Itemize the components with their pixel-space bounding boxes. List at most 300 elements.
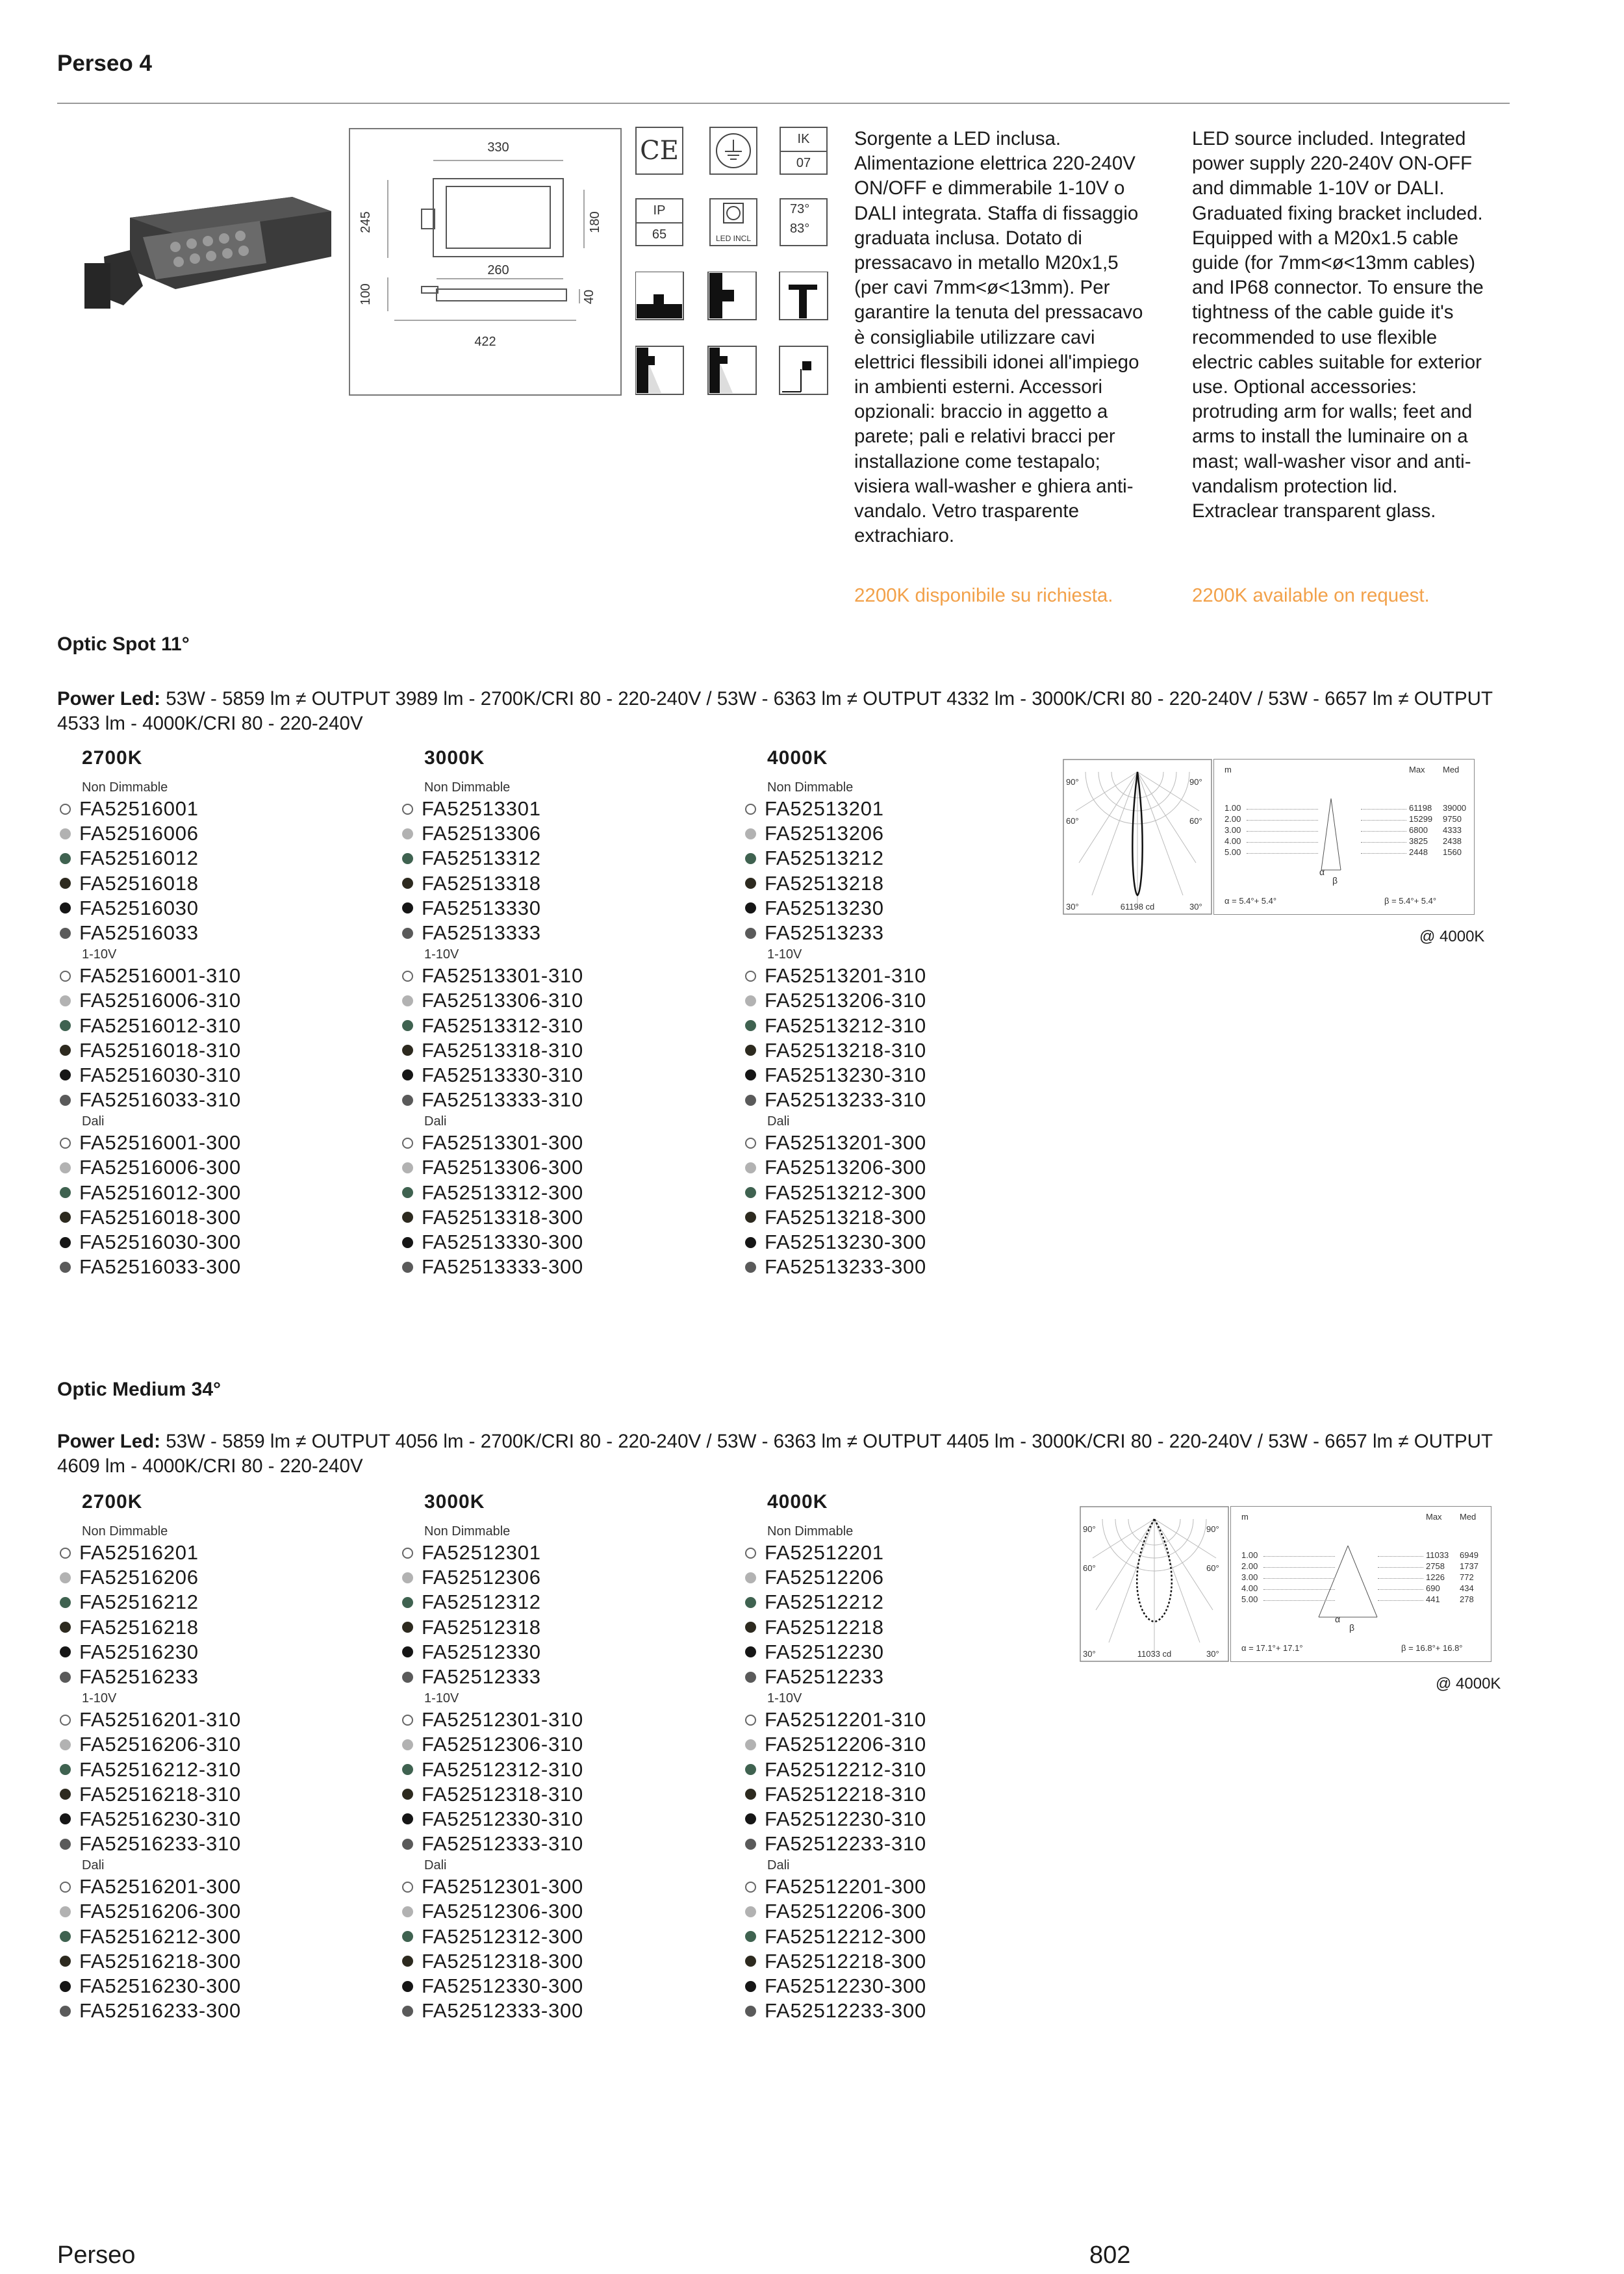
dim-422: 422 [474,335,496,349]
finish-color-swatch [402,1715,413,1726]
product-code-row [57,1540,369,1565]
polar-diagram-medium [1080,1506,1229,1662]
finish-color-swatch [745,1237,756,1248]
finish-color-swatch [402,1646,413,1657]
product-code: FA52512301 [422,1541,541,1564]
product-code-row [57,1757,369,1782]
spot-mount-icon [780,346,828,394]
product-code: FA52513201-300 [765,1131,927,1155]
product-code-row [742,1181,1054,1205]
product-code-row [742,1640,1054,1665]
finish-color-swatch [402,902,413,913]
dotted-leader [1247,853,1318,854]
finish-color-swatch [60,1572,71,1583]
ik-rating-icon [780,127,828,175]
product-code-row [742,1832,1054,1856]
product-code: FA52516018-300 [79,1205,242,1229]
finish-color-swatch [402,1622,413,1633]
product-code-row [400,1038,711,1063]
finish-color-swatch [60,1262,71,1273]
product-code-row [57,1899,369,1924]
product-code: FA52512333-310 [422,1832,584,1856]
product-code: FA52516033-310 [79,1088,242,1112]
col-m: m [1224,765,1232,774]
illuminance-row [1241,1583,1482,1594]
finish-color-swatch [60,1095,71,1106]
dotted-leader [1247,842,1318,843]
finish-color-swatch [745,1981,756,1992]
color-temperature-heading: 4000K [767,747,828,769]
product-code-row [57,1874,369,1899]
finish-color-swatch [402,1162,413,1173]
product-code-row [742,1155,1054,1180]
product-code-row [57,1615,369,1640]
color-temperature-heading: 3000K [424,1491,485,1513]
product-code: FA52516030 [79,896,199,919]
illuminance-med: 278 [1460,1594,1474,1604]
ik-label: IK [781,128,826,152]
product-code-row [742,846,1054,871]
distance-m: 5.00 [1224,847,1241,857]
product-code: FA52513312 [422,847,541,870]
note-italian: 2200K disponibile su richiesta. [854,585,1113,606]
finish-color-swatch [60,1138,71,1149]
product-code-row [400,1540,711,1565]
finish-color-swatch [60,1045,71,1056]
finish-color-swatch [60,1162,71,1173]
product-image [45,166,344,322]
product-code-row [57,1255,369,1279]
finish-color-swatch [60,1548,71,1559]
product-code: FA52512218-300 [765,1949,927,1973]
polar-60-right: 60° [1206,1563,1219,1573]
finish-color-swatch [745,878,756,889]
finish-color-swatch [745,1622,756,1633]
product-code-row [57,1014,369,1038]
product-code-row [742,871,1054,896]
finish-color-swatch [60,1646,71,1657]
product-code: FA52512206-310 [765,1733,927,1756]
product-code-row [400,1899,711,1924]
finish-color-swatch [402,1813,413,1824]
product-code: FA52512212-310 [765,1757,927,1781]
polar-30-left: 30° [1083,1649,1096,1659]
product-code: FA52513301 [422,797,541,820]
finish-color-swatch [745,2006,756,2017]
power-led-spot [57,687,1519,736]
product-code-row [742,1205,1054,1230]
dimming-type-label: 1-10V [82,1691,117,1706]
distance-m: 3.00 [1241,1572,1258,1582]
product-code-row [57,964,369,988]
note-english: 2200K available on request. [1192,585,1430,606]
product-code-row [57,1063,369,1088]
product-code: FA52512233-300 [765,1999,927,2023]
illuminance-med: 434 [1460,1583,1474,1593]
product-code-row [742,1974,1054,1999]
illuminance-med: 6949 [1460,1550,1478,1560]
product-code: FA52512306-300 [422,1900,584,1923]
product-code: FA52512330-310 [422,1807,584,1830]
product-code-row [57,1181,369,1205]
finish-color-swatch [60,878,71,889]
finish-color-swatch [745,1739,756,1750]
finish-color-swatch [60,928,71,939]
finish-color-swatch [60,1069,71,1080]
color-temperature-heading: 3000K [424,747,485,769]
code-column [57,1491,369,2023]
product-code-row [57,846,369,871]
finish-color-swatch [402,1212,413,1223]
dimming-type-label: Non Dimmable [82,1524,168,1539]
finish-color-swatch [402,1906,413,1917]
product-code-row [400,1205,711,1230]
finish-color-swatch [60,1981,71,1992]
dotted-leader [1378,1589,1423,1590]
product-code: FA52516233 [79,1665,199,1688]
product-code: FA52512218 [765,1615,884,1639]
finish-color-swatch [60,1813,71,1824]
product-code: FA52516006-300 [79,1156,242,1179]
finish-color-swatch [60,853,71,864]
product-code-row [400,1874,711,1899]
finish-color-swatch [745,928,756,939]
finish-color-swatch [402,1095,413,1106]
dotted-leader [1247,809,1318,810]
section-title-medium: Optic Medium 34° [57,1379,222,1400]
product-code: FA52516212 [79,1591,199,1614]
angle-73: 73° [790,202,810,216]
color-temperature-heading: 2700K [82,747,143,769]
product-code: FA52516218 [79,1615,199,1639]
product-code: FA52516201-310 [79,1708,242,1731]
power-led-label: Power Led: [57,1431,160,1452]
product-code-row [742,1874,1054,1899]
illuminance-table-medium [1230,1506,1491,1662]
product-code-row [400,1757,711,1782]
product-code-row [57,1038,369,1063]
illuminance-max: 1226 [1426,1572,1445,1582]
product-code-row [400,1088,711,1112]
dim-40: 40 [582,289,596,305]
product-code: FA52516006 [79,822,199,845]
product-code: FA52516233-300 [79,1999,242,2023]
product-code: FA52512333-300 [422,1999,584,2023]
product-code-row [742,988,1054,1013]
finish-color-swatch [402,971,413,982]
description-italian: Sorgente a LED inclusa. Alimentazione elettrica 220-240V ON/OFF e dimmerabile 1-10V o DALI integrata. Staffa di fissaggio graduata inclusa. Dotato di pressacavo in metallo M20x1,5 (per cavi 7mm<ø<13mm). Per garantire la tenuta del pressacavo è consigliabile utilizzare cavi elettrici flessibili idonei all'impiego in ambienti esterni. Accessori opzionali: braccio in aggetto a parete; pali e relativi bracci per installazione come testapalo; visiera wall-washer e ghiera anti-vandalo. Vetro trasparente extrachiaro. [854,128,1143,547]
ground-tilt-icon [635,346,683,394]
product-code: FA52512330-300 [422,1974,584,1997]
dotted-leader [1263,1556,1335,1557]
col-max: Max [1409,765,1425,774]
product-code-row [400,1949,711,1974]
product-code: FA52513306-310 [422,989,584,1012]
product-code: FA52512318-310 [422,1782,584,1806]
product-code: FA52512206-300 [765,1900,927,1923]
product-code-row [57,1088,369,1112]
finish-color-swatch [60,1956,71,1967]
product-code-row [57,1565,369,1590]
product-code: FA52512218-310 [765,1782,927,1806]
product-code: FA52513212-310 [765,1014,927,1037]
illuminance-med: 4333 [1443,825,1462,835]
finish-color-swatch [745,1162,756,1173]
finish-color-swatch [745,1045,756,1056]
finish-color-swatch [745,1020,756,1031]
product-code: FA52512230-300 [765,1974,927,1997]
dimming-type-label: 1-10V [424,1691,459,1706]
wall-tilt-icon [708,346,756,394]
dim-100: 100 [359,283,373,305]
dotted-leader [1361,831,1406,832]
ip-label: IP [637,199,682,224]
product-code-row [400,797,711,821]
product-code-row [57,1782,369,1807]
finish-color-swatch [745,1882,756,1893]
finish-color-swatch [60,902,71,913]
product-code: FA52516006-310 [79,989,242,1012]
product-code-row [400,1565,711,1590]
finish-color-swatch [745,902,756,913]
finish-color-swatch [60,995,71,1006]
product-code: FA52513312-310 [422,1014,584,1037]
polar-90-right: 90° [1206,1524,1219,1534]
dotted-leader [1378,1600,1423,1601]
product-code-row [400,1732,711,1757]
product-code-row [57,1949,369,1974]
product-code-row [57,1205,369,1230]
product-code: FA52516218-300 [79,1949,242,1973]
illuminance-row [1224,813,1465,824]
product-code: FA52516212-300 [79,1924,242,1948]
dotted-leader [1247,820,1318,821]
illuminance-row [1241,1594,1482,1605]
power-led-medium [57,1429,1519,1479]
power-led-text: 53W - 5859 lm ≠ OUTPUT 3989 lm - 2700K/CRI 80 - 220-240V / 53W - 6363 lm ≠ OUTPUT 4332 lm - 3000K/CRI 80 - 220-240V / 53W - 6657 lm ≠ OUTPUT 4533 lm - 4000K/CRI 80 - 220-240V [57,688,1493,734]
dotted-leader [1378,1578,1423,1579]
finish-color-swatch [60,804,71,815]
dimming-type-label: Non Dimmable [767,780,854,795]
product-code: FA52513201 [765,797,884,820]
finish-color-swatch [402,2006,413,2017]
illuminance-row [1224,847,1465,858]
product-code: FA52512201-300 [765,1875,927,1898]
dotted-leader [1263,1589,1335,1590]
product-code: FA52516012 [79,847,199,870]
finish-color-swatch [745,1813,756,1824]
product-code: FA52512301-300 [422,1875,584,1898]
product-code-row [742,1949,1054,1974]
illuminance-max: 441 [1426,1594,1440,1604]
finish-color-swatch [402,804,413,815]
product-code-row [57,1999,369,2023]
product-code-row [742,1665,1054,1689]
product-code: FA52513233 [765,921,884,944]
dim-180: 180 [588,211,602,233]
led-included-icon [709,198,757,246]
product-code: FA52513333-300 [422,1255,584,1279]
dimming-type-label: 1-10V [767,947,802,962]
finish-color-swatch [402,1262,413,1273]
finish-color-swatch [745,1548,756,1559]
finish-color-swatch [402,995,413,1006]
product-code: FA52513218 [765,871,884,895]
product-code: FA52516212-310 [79,1757,242,1781]
product-code: FA52516018-310 [79,1038,242,1062]
header-divider [57,103,1510,104]
product-code: FA52512230 [765,1640,884,1663]
product-code-row [400,1782,711,1807]
polar-30-left: 30° [1066,902,1079,912]
dotted-leader [1361,809,1406,810]
product-code: FA52516033-300 [79,1255,242,1279]
candela-value: 61198 cd [1120,902,1155,912]
product-code: FA52513206-300 [765,1156,927,1179]
finish-color-swatch [402,1045,413,1056]
finish-color-swatch [402,878,413,889]
beta-symbol: β [1332,875,1338,886]
at-temperature: @ 4000K [1419,928,1485,945]
product-code-row [742,1230,1054,1255]
beta-angle: β = 5.4°+ 5.4° [1384,896,1437,906]
product-code: FA52512312-300 [422,1924,584,1948]
product-code: FA52513230-310 [765,1063,927,1086]
product-code: FA52516018 [79,871,199,895]
product-code-row [742,1255,1054,1279]
product-code: FA52513206 [765,822,884,845]
led-included-label: LED INCL [715,234,752,243]
product-code-row [742,1924,1054,1949]
illuminance-med: 39000 [1443,803,1467,813]
beta-angle: β = 16.8°+ 16.8° [1401,1643,1463,1653]
product-code: FA52516230 [79,1640,199,1663]
product-code: FA52513301-300 [422,1131,584,1155]
finish-color-swatch [402,1187,413,1198]
dimming-type-label: 1-10V [767,1691,802,1706]
product-code-row [57,1807,369,1832]
product-code-row [400,1131,711,1155]
finish-color-swatch [402,1237,413,1248]
col-m: m [1241,1512,1249,1522]
dimming-type-label: Dali [82,1114,105,1129]
illuminance-row [1241,1550,1482,1561]
product-code: FA52512233-310 [765,1832,927,1856]
dotted-leader [1378,1567,1423,1568]
dotted-leader [1263,1600,1335,1601]
product-code-row [57,921,369,945]
polar-90-right: 90° [1189,777,1202,787]
section-title-spot: Optic Spot 11° [57,633,190,655]
product-code-row [57,1640,369,1665]
product-code: FA52513333 [422,921,541,944]
finish-color-swatch [745,1572,756,1583]
finish-color-swatch [60,1764,71,1775]
finish-color-swatch [60,1020,71,1031]
product-code: FA52512306-310 [422,1733,584,1756]
product-code-row [400,1640,711,1665]
illuminance-med: 9750 [1443,814,1462,824]
product-code-row [57,1131,369,1155]
product-code: FA52513330-310 [422,1063,584,1086]
product-code: FA52516033 [79,921,199,944]
product-code-row [742,1732,1054,1757]
finish-color-swatch [402,1597,413,1608]
product-code-row [742,921,1054,945]
ip-value: 65 [652,227,667,242]
ce-mark-icon: CE [635,127,683,175]
dimming-type-label: Dali [424,1858,447,1873]
product-code: FA52513301-310 [422,964,584,988]
alpha-symbol: α [1319,867,1325,877]
product-code-row [57,1155,369,1180]
dimming-type-label: 1-10V [82,947,117,962]
product-code: FA52513318-300 [422,1205,584,1229]
product-code: FA52516218-310 [79,1782,242,1806]
product-code-row [57,988,369,1013]
product-code-row [742,1565,1054,1590]
product-code-row [400,1590,711,1615]
finish-color-swatch [60,1882,71,1893]
product-code: FA52513206-310 [765,989,927,1012]
color-temperature-heading: 4000K [767,1491,828,1513]
product-code: FA52516206-310 [79,1733,242,1756]
product-code-row [742,1063,1054,1088]
illuminance-row [1224,824,1465,836]
product-code: FA52513306-300 [422,1156,584,1179]
product-code-row [400,1924,711,1949]
finish-color-swatch [745,1597,756,1608]
finish-color-swatch [402,853,413,864]
alpha-symbol: α [1335,1614,1341,1624]
illuminance-max: 2758 [1426,1561,1445,1571]
finish-color-swatch [60,1739,71,1750]
product-code-row [400,821,711,846]
finish-color-swatch [60,1237,71,1248]
dim-260: 260 [487,263,509,277]
product-code: FA52512312 [422,1591,541,1614]
product-code: FA52513318-310 [422,1038,584,1062]
polar-30-right: 30° [1206,1649,1219,1659]
finish-color-swatch [60,1839,71,1850]
product-code-row [57,1590,369,1615]
polar-60-left: 60° [1066,816,1079,826]
product-code-row [742,797,1054,821]
product-code: FA52516233-310 [79,1832,242,1856]
product-code: FA52516012-300 [79,1181,242,1204]
product-code: FA52516230-300 [79,1974,242,1997]
product-code-row [400,1974,711,1999]
product-code-row [400,1807,711,1832]
ground-symbol-icon [709,127,757,175]
distance-m: 5.00 [1241,1594,1258,1604]
product-code: FA52513212-300 [765,1181,927,1204]
product-code: FA52512212 [765,1591,884,1614]
polar-90-left: 90° [1083,1524,1096,1534]
distance-m: 1.00 [1241,1550,1258,1560]
dotted-leader [1361,853,1406,854]
dotted-leader [1263,1567,1335,1568]
product-code-row [57,797,369,821]
illuminance-row [1241,1572,1482,1583]
dotted-leader [1361,842,1406,843]
product-code-row [400,1155,711,1180]
illuminance-med: 2438 [1443,836,1462,846]
product-code-row [57,1924,369,1949]
finish-color-swatch [745,1646,756,1657]
product-code-row [742,1590,1054,1615]
finish-color-swatch [402,928,413,939]
